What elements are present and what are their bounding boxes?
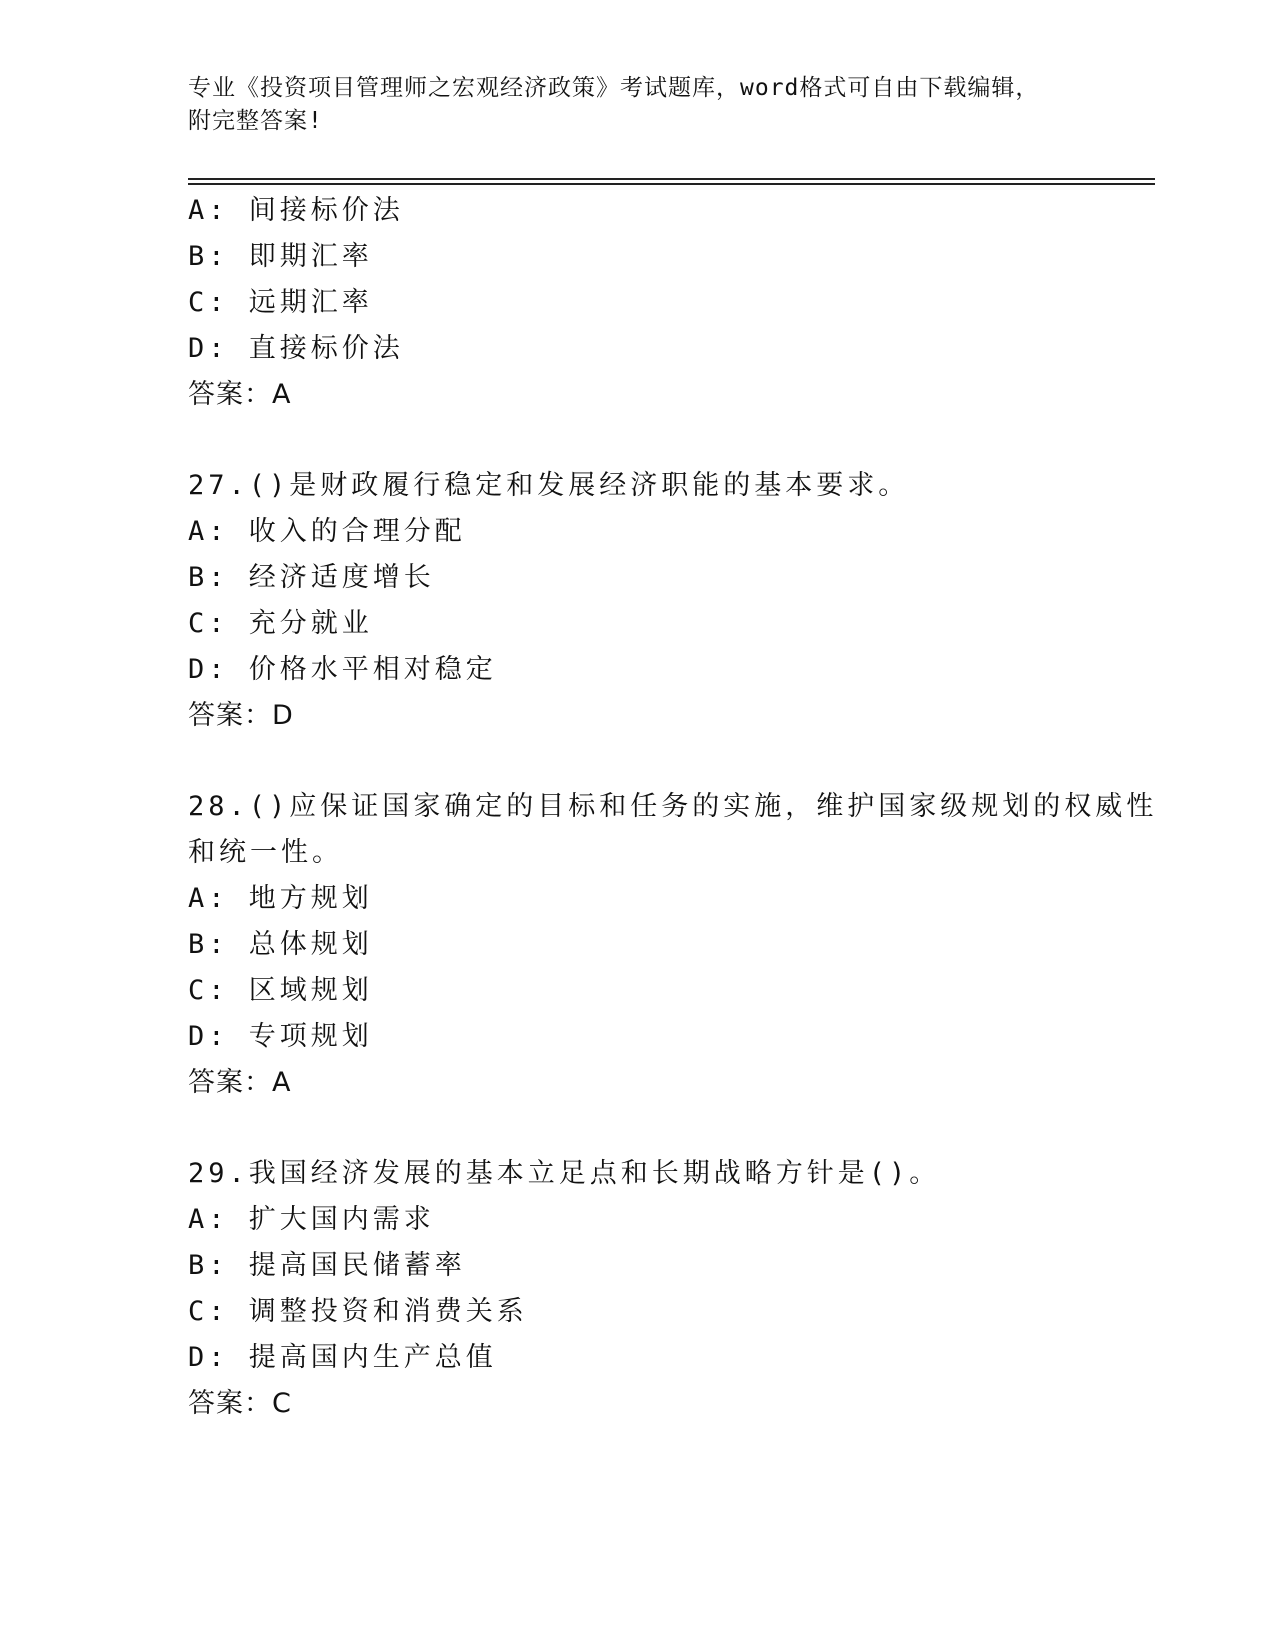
- question-gap: [188, 418, 1148, 463]
- header-rule-top: [188, 178, 1155, 180]
- option-b: B: 即期汇率: [188, 241, 373, 272]
- option-c: C: 充分就业: [188, 608, 373, 639]
- answer-line: 答案：A: [188, 379, 292, 410]
- option-d: D: 直接标价法: [188, 333, 404, 364]
- answer-line: 答案：D: [188, 700, 294, 731]
- option-a: A: 收入的合理分配: [188, 516, 466, 547]
- option-c: C: 区域规划: [188, 975, 373, 1006]
- option-c: C: 调整投资和消费关系: [188, 1296, 528, 1327]
- option-b: B: 总体规划: [188, 929, 373, 960]
- answer-line: 答案：A: [188, 1067, 292, 1098]
- answer-line: 答案：C: [188, 1388, 292, 1419]
- header-line-1: 专业《投资项目管理师之宏观经济政策》考试题库，word格式可自由下载编辑，: [188, 75, 1040, 101]
- option-b: B: 经济适度增长: [188, 562, 435, 593]
- option-a: A: 间接标价法: [188, 195, 404, 226]
- option-c: C: 远期汇率: [188, 287, 373, 318]
- question-stem-line-1: 28.()应保证国家确定的目标和任务的实施，维护国家级规划的权威性: [188, 791, 1158, 822]
- header-rule-bottom: [188, 183, 1155, 185]
- document-header: [188, 72, 1068, 138]
- question-stem: 29.我国经济发展的基本立足点和长期战略方针是()。: [188, 1158, 941, 1189]
- option-d: D: 专项规划: [188, 1021, 373, 1052]
- question-27: [188, 463, 1148, 739]
- option-a: A: 扩大国内需求: [188, 1204, 435, 1235]
- option-d: D: 价格水平相对稳定: [188, 654, 497, 685]
- option-b: B: 提高国民储蓄率: [188, 1250, 466, 1281]
- option-d: D: 提高国内生产总值: [188, 1342, 497, 1373]
- question-gap: [188, 739, 1148, 784]
- question-stem: 27.()是财政履行稳定和发展经济职能的基本要求。: [188, 470, 910, 501]
- question-stem-line-2: 和统一性。: [188, 837, 343, 868]
- question-29: [188, 1151, 1148, 1427]
- question-list: [188, 188, 1158, 1427]
- question-28: [188, 784, 1158, 1106]
- header-line-2: 附完整答案!: [188, 108, 323, 134]
- question-gap: [188, 1106, 1148, 1151]
- question-26-tail: [188, 188, 1148, 418]
- option-a: A: 地方规划: [188, 883, 373, 914]
